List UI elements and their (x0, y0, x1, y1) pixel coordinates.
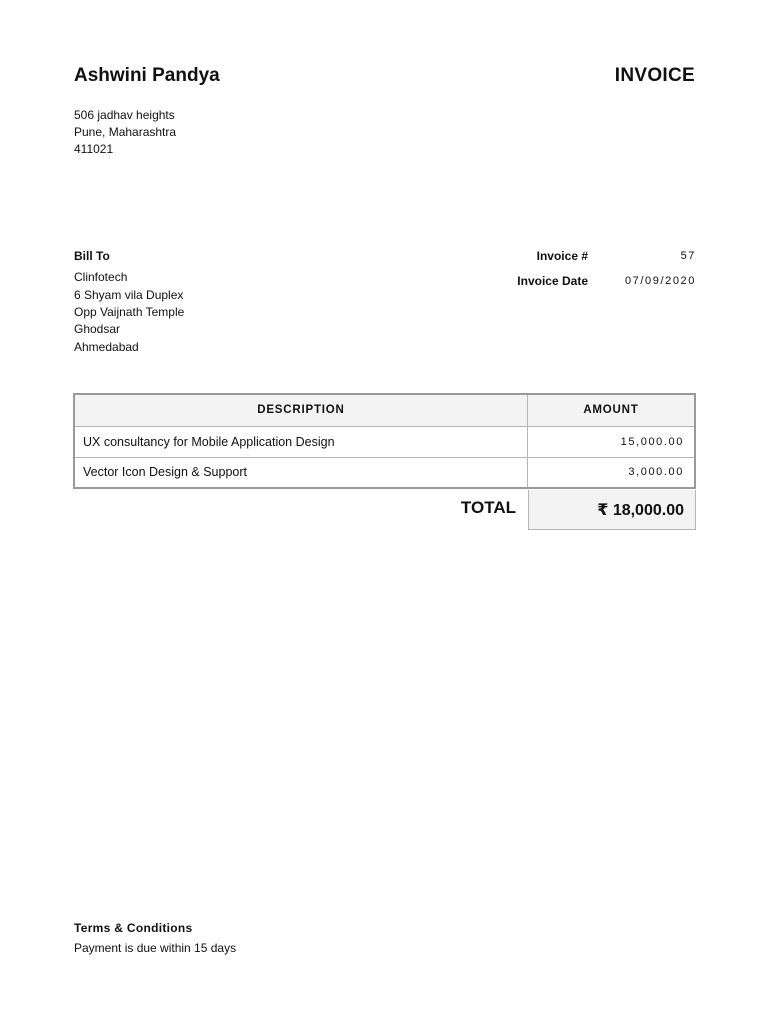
sender-address-line: Pune, Maharashtra (74, 125, 177, 139)
total-amount-box (528, 490, 696, 530)
terms-text: Payment is due within 15 days (74, 941, 237, 955)
terms-heading: Terms & Conditions (74, 921, 193, 935)
item-description: Vector Icon Design & Support (74, 457, 527, 488)
total-label: TOTAL (460, 498, 516, 517)
item-amount: 3,000.00 (527, 457, 695, 488)
bill-to-line: Opp Vaijnath Temple (74, 305, 185, 319)
table-header-row (74, 394, 695, 426)
total-amount: ₹ 18,000.00 (597, 501, 684, 519)
amount-header: AMOUNT (527, 394, 695, 426)
invoice-number-value: 57 (680, 250, 696, 262)
line-items-table (73, 393, 696, 489)
invoice-number-label: Invoice # (536, 249, 588, 263)
sender-name: Ashwini Pandya (74, 65, 220, 86)
invoice-date-value: 07/09/2020 (624, 275, 696, 287)
bill-to-line: Ahmedabad (74, 340, 139, 354)
sender-address-line: 506 jadhav heights (74, 108, 175, 122)
table-row (74, 457, 695, 488)
bill-to-line: Clinfotech (74, 270, 128, 284)
item-amount: 15,000.00 (527, 426, 695, 457)
item-description: UX consultancy for Mobile Application Design (74, 426, 527, 457)
bill-to-label: Bill To (74, 249, 110, 263)
document-title: INVOICE (614, 65, 695, 86)
bill-to-line: 6 Shyam vila Duplex (74, 288, 184, 302)
sender-address-line: 411021 (74, 142, 114, 156)
bill-to-line: Ghodsar (74, 322, 121, 336)
invoice-date-label: Invoice Date (517, 274, 588, 288)
description-header: DESCRIPTION (74, 394, 527, 426)
table-row (74, 426, 695, 457)
